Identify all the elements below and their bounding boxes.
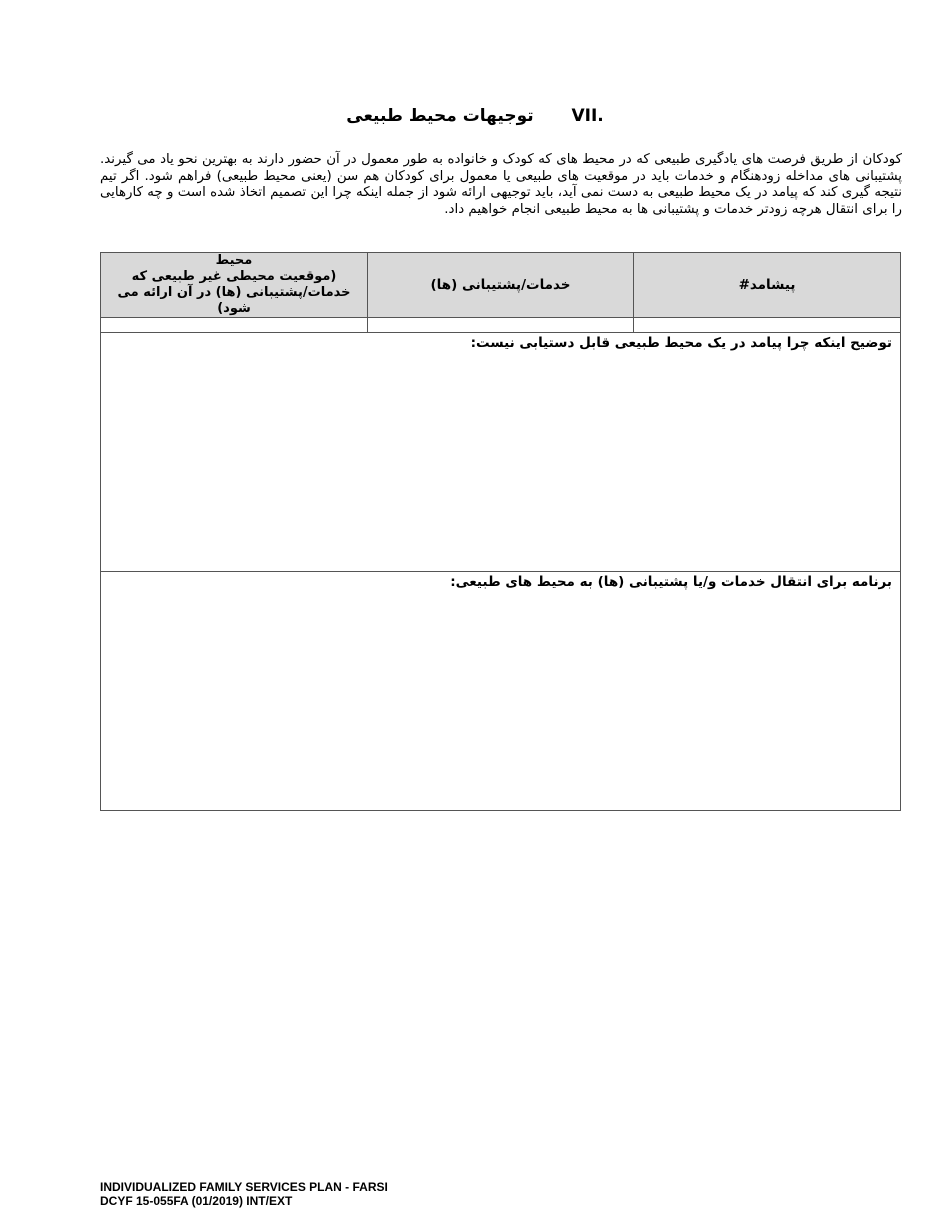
explanation-label: توضیح اینکه چرا پیامد در یک محیط طبیعی قابل دستیابی نیست: xyxy=(470,335,892,351)
plan-row xyxy=(101,572,901,811)
footer-form-title: INDIVIDUALIZED FAMILY SERVICES PLAN - FARSI xyxy=(100,1180,388,1194)
section-title xyxy=(0,106,950,126)
header-setting-line2: (موقعیت محیطی غیر طبیعی که xyxy=(131,269,337,284)
table-row xyxy=(101,318,901,333)
header-services: خدمات/پشتیبانی (ها) xyxy=(368,253,634,318)
setting-cell[interactable] xyxy=(101,318,368,333)
table-header-row xyxy=(101,253,901,318)
header-setting-line3: خدمات/پشتیبانی (ها) در آن ارائه می شود) xyxy=(117,285,351,316)
justification-table xyxy=(100,252,901,811)
header-setting xyxy=(101,253,368,318)
explanation-row xyxy=(101,333,901,572)
form-footer xyxy=(100,1180,388,1208)
section-title-text: توجیهات محیط طبیعی xyxy=(346,106,534,126)
plan-label: برنامه برای انتقال خدمات و/یا پشتیبانی (ها) به محیط های طبیعی: xyxy=(450,574,892,590)
services-cell[interactable] xyxy=(368,318,634,333)
header-outcome: پیشامد# xyxy=(634,253,901,318)
section-number: VII. xyxy=(571,106,604,126)
intro-paragraph: کودکان از طریق فرصت های یادگیری طبیعی که در محیط های که کودک و خانواده به طور معمول در آن حضور دارند به بهترین نحو یاد می گیرند. پشتیبانی های مداخله زودهنگام و خدمات باید در موقعیت های طبیعی یا معمول برای کودکان هم سن (یعنی محیط طبیعی) فراهم شود. اگر تیم نتیجه گیری کند که پیامد در یک محیط طبیعی به دست نمی آید، باید توجیهی ارائه شود از جمله اینکه چرا این تصمیم اتخاذ شده است و چه کارهایی را برای انتقال هرچه زودتر خدمات و پشتیبانی ها به محیط طبیعی انجام خواهیم داد. xyxy=(100,152,902,217)
plan-field[interactable] xyxy=(101,572,901,811)
outcome-cell[interactable] xyxy=(634,318,901,333)
header-setting-line1: محیط xyxy=(215,253,253,268)
explanation-field[interactable] xyxy=(101,333,901,572)
footer-form-code: DCYF 15-055FA (01/2019) INT/EXT xyxy=(100,1194,293,1208)
